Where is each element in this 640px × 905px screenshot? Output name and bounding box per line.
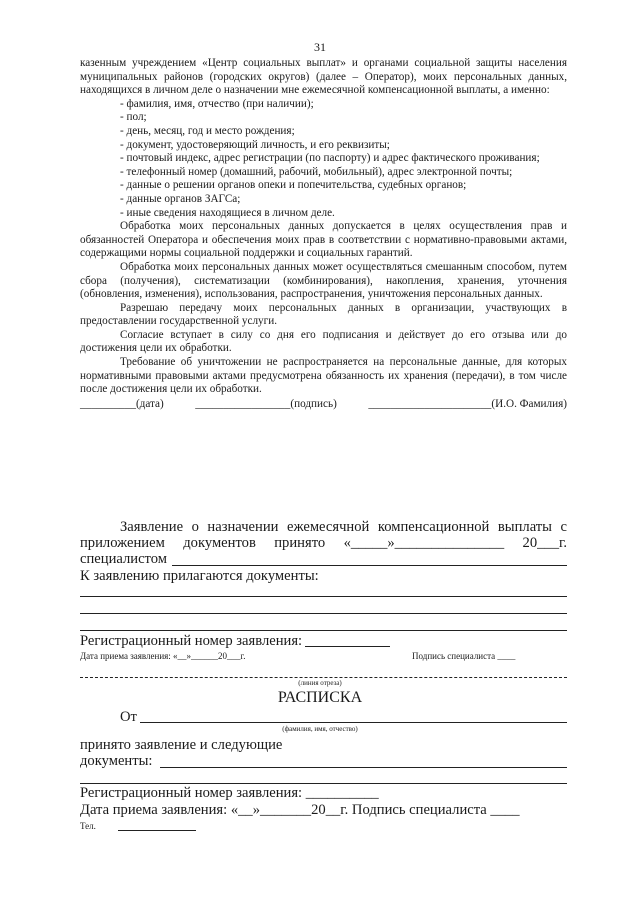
cut-line-caption: (линия отреза) bbox=[298, 679, 342, 687]
cut-line bbox=[80, 677, 567, 678]
application-line-1: Заявление о назначении ежемесячной компенсационной выплаты с bbox=[120, 519, 567, 535]
documents-line bbox=[80, 630, 567, 631]
consent-intro: казенным учреждением «Центр социальных выплат» и органами социальной защиты населения муниципальных районов (городских округов) (далее – Оператор), моих персональных данных, находящихся в личном деле о назначении мне ежемесячной компенсационной выплаты, а именно: bbox=[80, 57, 567, 97]
list-item: - пол; bbox=[120, 111, 147, 124]
signature-name: ______________________(И.О. Фамилия) bbox=[368, 397, 567, 410]
attached-documents-label: К заявлению прилагаются документы: bbox=[80, 568, 319, 584]
page-number: 31 bbox=[314, 40, 326, 54]
consent-section bbox=[80, 57, 567, 411]
receipt-fio-caption: (фамилия, имя, отчество) bbox=[282, 725, 358, 733]
receipt-accepted: принято заявление и следующие bbox=[80, 737, 283, 753]
registration-number-line bbox=[305, 646, 390, 647]
documents-line bbox=[80, 613, 567, 614]
receipt-phone-label: Тел. bbox=[80, 821, 96, 831]
specialist-signature: Подпись специалиста ____ bbox=[412, 651, 516, 661]
list-item: - документ, удостоверяющий личность, и его реквизиты; bbox=[120, 138, 390, 151]
signature-date: __________(дата) bbox=[80, 397, 164, 410]
receipt-registration-number: Регистрационный номер заявления: __________ bbox=[80, 785, 379, 801]
receipt-date: Дата приема заявления: «__»______20___г. bbox=[80, 651, 246, 661]
list-item: - телефонный номер (домашний, рабочий, мобильный), адрес электронной почты; bbox=[120, 165, 513, 178]
signature-line bbox=[80, 398, 567, 412]
receipt-phone-line bbox=[118, 830, 196, 831]
receipt-documents-line bbox=[160, 767, 567, 768]
list-item: - день, месяц, год и место рождения; bbox=[120, 124, 295, 137]
receipt-from-line bbox=[140, 722, 567, 723]
list-item: - данные органов ЗАГСа; bbox=[120, 192, 241, 205]
specialist-line bbox=[172, 565, 567, 566]
consent-paragraph: Разрешаю передачу моих персональных данных в организации, участвующих в предоставлении государственной услуги. bbox=[80, 301, 567, 328]
list-item: - иные сведения находящиеся в личном деле. bbox=[120, 206, 335, 219]
receipt-documents-label: документы: bbox=[80, 753, 153, 769]
application-line-2: приложением документов принято «_____»_______________ 20___г. bbox=[80, 535, 567, 551]
list-item: - фамилия, имя, отчество (при наличии); bbox=[120, 97, 314, 110]
registration-number-label: Регистрационный номер заявления: bbox=[80, 633, 303, 649]
receipt-date-line: Дата приема заявления: «__»_______20__г. Подпись специалиста ____ bbox=[80, 802, 520, 818]
consent-paragraph: Обработка моих персональных данных допускается в целях осуществления прав и обязанностей Оператора и обеспечения моих прав в соответствии с нормативно-правовыми актами, содержащими нормы социальной поддержки и социальных гарантий. bbox=[80, 220, 567, 260]
documents-line bbox=[80, 596, 567, 597]
receipt-title: РАСПИСКА bbox=[277, 689, 363, 706]
consent-paragraph: Обработка моих персональных данных может осуществляться смешанным способом, путем сбора (получения), систематизации (комбинирования), накопления, хранения, уточнения (обновления, изменения), использования, распространения, уничтожения персональных данных. bbox=[80, 260, 567, 301]
consent-paragraph: Согласие вступает в силу со дня его подписания и действует до его отзыва или до достижения цели их обработки. bbox=[80, 328, 567, 355]
consent-paragraph: Требование об уничтожении не распространяется на персональные данные, для которых нормативными правовыми актами предусмотрена обязанность их хранения (передачи), в том числе после достижения цели их обработки. bbox=[80, 356, 567, 396]
receipt-from-label: От bbox=[120, 709, 137, 725]
list-item: - данные о решении органов опеки и попечительства, судебных органов; bbox=[120, 179, 467, 192]
list-item: - почтовый индекс, адрес регистрации (по паспорту) и адрес фактического проживания; bbox=[120, 152, 540, 165]
specialist-label: специалистом bbox=[80, 551, 167, 567]
receipt-documents-line bbox=[80, 783, 567, 784]
signature-sign: _________________(подпись) bbox=[195, 397, 337, 410]
